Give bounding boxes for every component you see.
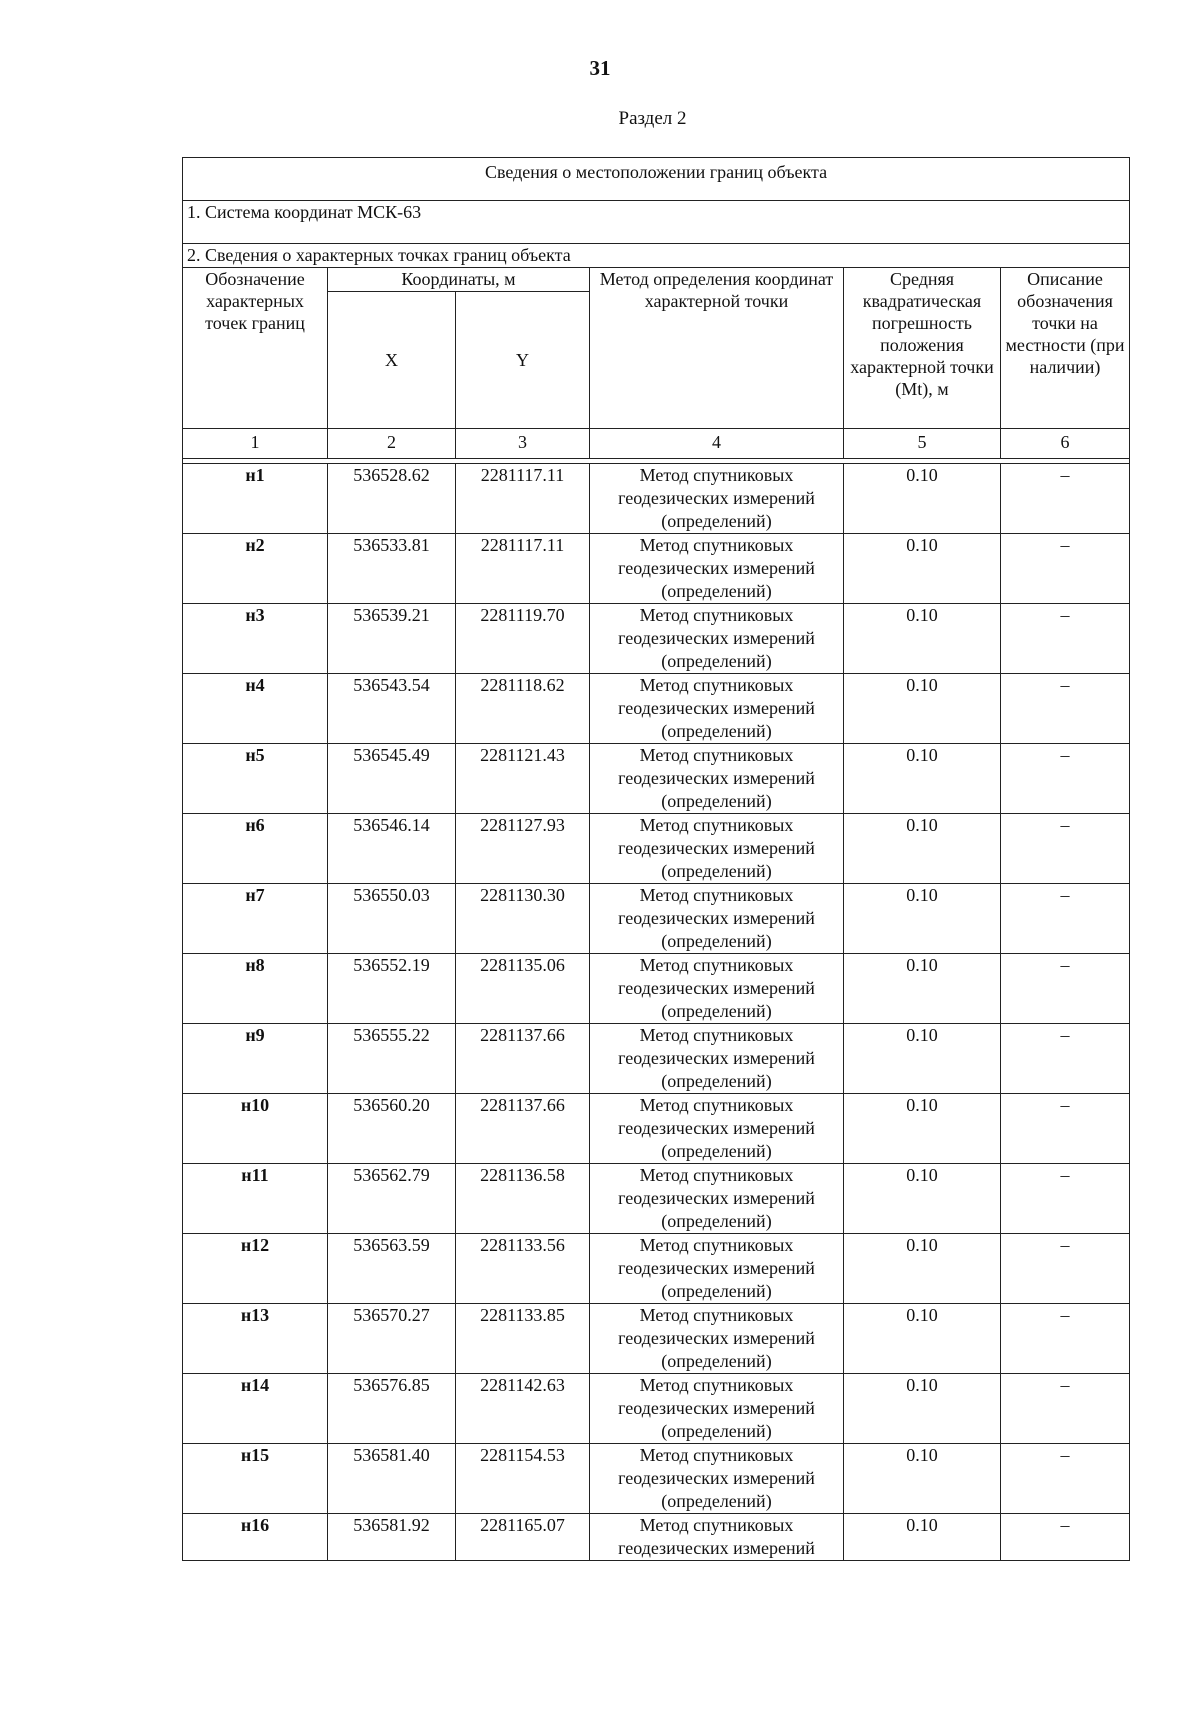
y-coordinate-cell: 2281133.56 (456, 1234, 590, 1304)
error-cell: 0.10 (844, 954, 1001, 1024)
table-row (183, 604, 1130, 674)
description-cell: – (1001, 604, 1130, 674)
point-id-cell: н16 (183, 1514, 328, 1561)
header-coordinates: Координаты, м (328, 268, 590, 292)
column-number: 1 (183, 429, 328, 459)
description-cell: – (1001, 1374, 1130, 1444)
y-coordinate-cell: 2281133.85 (456, 1304, 590, 1374)
method-cell: Метод спутниковых геодезических измерений (определений) (590, 1304, 844, 1374)
error-cell: 0.10 (844, 1234, 1001, 1304)
point-id-cell: н5 (183, 744, 328, 814)
header-x: X (328, 292, 456, 429)
y-coordinate-cell: 2281119.70 (456, 604, 590, 674)
table-row (183, 464, 1130, 534)
description-cell: – (1001, 1024, 1130, 1094)
point-id-cell: н10 (183, 1094, 328, 1164)
error-cell: 0.10 (844, 814, 1001, 884)
x-coordinate-cell: 536562.79 (328, 1164, 456, 1234)
table-row (183, 1024, 1130, 1094)
table-row (183, 1514, 1130, 1561)
description-cell: – (1001, 1094, 1130, 1164)
column-number-row (183, 429, 1130, 459)
method-cell: Метод спутниковых геодезических измерений (определений) (590, 1024, 844, 1094)
point-id-cell: н7 (183, 884, 328, 954)
x-coordinate-cell: 536546.14 (328, 814, 456, 884)
table-row (183, 534, 1130, 604)
x-coordinate-cell: 536528.62 (328, 464, 456, 534)
description-cell: – (1001, 1164, 1130, 1234)
point-id-cell: н13 (183, 1304, 328, 1374)
x-coordinate-cell: 536581.92 (328, 1514, 456, 1561)
description-cell: – (1001, 1234, 1130, 1304)
y-coordinate-cell: 2281118.62 (456, 674, 590, 744)
x-coordinate-cell: 536533.81 (328, 534, 456, 604)
error-cell: 0.10 (844, 604, 1001, 674)
table-row (183, 674, 1130, 744)
y-coordinate-cell: 2281127.93 (456, 814, 590, 884)
description-cell: – (1001, 464, 1130, 534)
x-coordinate-cell: 536570.27 (328, 1304, 456, 1374)
description-cell: – (1001, 1304, 1130, 1374)
header-error: Средняя квадратическая погрешность положения характерной точки (Mt), м (844, 268, 1001, 429)
page-number: 31 (589, 56, 611, 80)
point-id-cell: н6 (183, 814, 328, 884)
table-row (183, 884, 1130, 954)
point-id-cell: н14 (183, 1374, 328, 1444)
table-row (183, 954, 1130, 1024)
y-coordinate-cell: 2281135.06 (456, 954, 590, 1024)
description-cell: – (1001, 1444, 1130, 1514)
y-coordinate-cell: 2281137.66 (456, 1094, 590, 1164)
x-coordinate-cell: 536555.22 (328, 1024, 456, 1094)
boundary-points-table (182, 157, 1130, 1561)
points-section-title: 2. Сведения о характерных точках границ объекта (183, 244, 1130, 268)
description-cell: – (1001, 674, 1130, 744)
point-id-cell: н8 (183, 954, 328, 1024)
point-id-cell: н12 (183, 1234, 328, 1304)
description-cell: – (1001, 814, 1130, 884)
header-method: Метод определения координат характерной точки (590, 268, 844, 429)
x-coordinate-cell: 536539.21 (328, 604, 456, 674)
column-number: 5 (844, 429, 1001, 459)
table-row (183, 1444, 1130, 1514)
table-caption: Сведения о местоположении границ объекта (183, 158, 1130, 201)
header-y: Y (456, 292, 590, 429)
error-cell: 0.10 (844, 1374, 1001, 1444)
method-cell: Метод спутниковых геодезических измерений (определений) (590, 1234, 844, 1304)
error-cell: 0.10 (844, 1024, 1001, 1094)
coordinate-system: 1. Система координат МСК-63 (183, 201, 1130, 244)
method-cell: Метод спутниковых геодезических измерений (определений) (590, 604, 844, 674)
method-cell: Метод спутниковых геодезических измерений (определений) (590, 954, 844, 1024)
method-cell: Метод спутниковых геодезических измерений (определений) (590, 464, 844, 534)
table-row (183, 744, 1130, 814)
error-cell: 0.10 (844, 744, 1001, 814)
method-cell: Метод спутниковых геодезических измерений (определений) (590, 534, 844, 604)
y-coordinate-cell: 2281130.30 (456, 884, 590, 954)
table-row (183, 1374, 1130, 1444)
x-coordinate-cell: 536550.03 (328, 884, 456, 954)
description-cell: – (1001, 534, 1130, 604)
y-coordinate-cell: 2281165.07 (456, 1514, 590, 1561)
point-id-cell: н1 (183, 464, 328, 534)
description-cell: – (1001, 1514, 1130, 1561)
x-coordinate-cell: 536563.59 (328, 1234, 456, 1304)
x-coordinate-cell: 536543.54 (328, 674, 456, 744)
method-cell: Метод спутниковых геодезических измерений (определений) (590, 674, 844, 744)
y-coordinate-cell: 2281137.66 (456, 1024, 590, 1094)
error-cell: 0.10 (844, 1514, 1001, 1561)
column-number: 2 (328, 429, 456, 459)
point-id-cell: н15 (183, 1444, 328, 1514)
method-cell: Метод спутниковых геодезических измерений (590, 1514, 844, 1561)
method-cell: Метод спутниковых геодезических измерений (определений) (590, 1444, 844, 1514)
description-cell: – (1001, 954, 1130, 1024)
point-id-cell: н3 (183, 604, 328, 674)
table-row (183, 1094, 1130, 1164)
method-cell: Метод спутниковых геодезических измерений (определений) (590, 1164, 844, 1234)
table-row (183, 1234, 1130, 1304)
point-id-cell: н9 (183, 1024, 328, 1094)
x-coordinate-cell: 536545.49 (328, 744, 456, 814)
description-cell: – (1001, 884, 1130, 954)
method-cell: Метод спутниковых геодезических измерений (определений) (590, 1094, 844, 1164)
y-coordinate-cell: 2281136.58 (456, 1164, 590, 1234)
header-point-id: Обозначение характерных точек границ (183, 268, 328, 429)
y-coordinate-cell: 2281117.11 (456, 464, 590, 534)
y-coordinate-cell: 2281117.11 (456, 534, 590, 604)
error-cell: 0.10 (844, 1164, 1001, 1234)
y-coordinate-cell: 2281121.43 (456, 744, 590, 814)
column-number: 6 (1001, 429, 1130, 459)
method-cell: Метод спутниковых геодезических измерений (определений) (590, 1374, 844, 1444)
error-cell: 0.10 (844, 1304, 1001, 1374)
point-id-cell: н11 (183, 1164, 328, 1234)
column-number: 4 (590, 429, 844, 459)
error-cell: 0.10 (844, 534, 1001, 604)
method-cell: Метод спутниковых геодезических измерений (определений) (590, 744, 844, 814)
table-row (183, 1164, 1130, 1234)
point-id-cell: н4 (183, 674, 328, 744)
error-cell: 0.10 (844, 884, 1001, 954)
header-description: Описание обозначения точки на местности (при наличии) (1001, 268, 1130, 429)
point-id-cell: н2 (183, 534, 328, 604)
x-coordinate-cell: 536581.40 (328, 1444, 456, 1514)
description-cell: – (1001, 744, 1130, 814)
y-coordinate-cell: 2281142.63 (456, 1374, 590, 1444)
column-number: 3 (456, 429, 590, 459)
method-cell: Метод спутниковых геодезических измерений (определений) (590, 884, 844, 954)
section-title: Раздел 2 (618, 108, 687, 129)
table-row (183, 1304, 1130, 1374)
x-coordinate-cell: 536552.19 (328, 954, 456, 1024)
error-cell: 0.10 (844, 674, 1001, 744)
method-cell: Метод спутниковых геодезических измерений (определений) (590, 814, 844, 884)
x-coordinate-cell: 536560.20 (328, 1094, 456, 1164)
error-cell: 0.10 (844, 1444, 1001, 1514)
y-coordinate-cell: 2281154.53 (456, 1444, 590, 1514)
error-cell: 0.10 (844, 1094, 1001, 1164)
table-row (183, 814, 1130, 884)
x-coordinate-cell: 536576.85 (328, 1374, 456, 1444)
error-cell: 0.10 (844, 464, 1001, 534)
